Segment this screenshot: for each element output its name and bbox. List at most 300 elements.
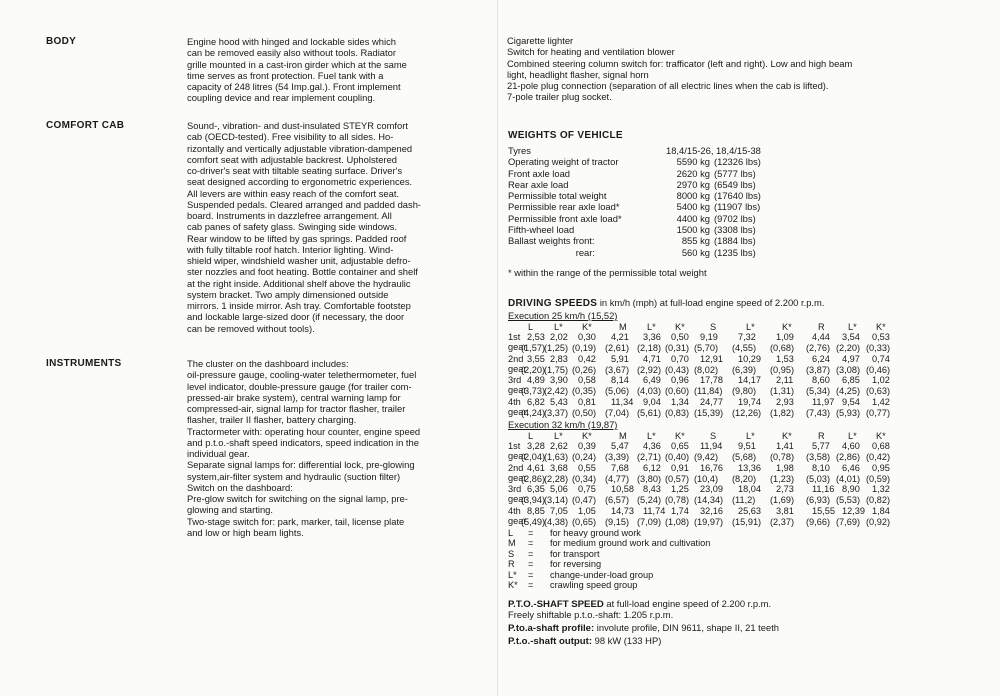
speed-column-header: K* — [782, 431, 792, 441]
speed-kmh-value: 14,73 — [611, 505, 634, 516]
speed-mph-value: (2,37) — [770, 516, 795, 527]
speed-mph-value: (6,93) — [806, 495, 831, 505]
speed-kmh-value: 0,55 — [578, 462, 596, 473]
speed-kmh-value: 1,98 — [776, 462, 794, 473]
weights-table — [508, 145, 761, 258]
legend-text: change-under-load group — [550, 569, 654, 580]
speed-kmh-value: 2,93 — [776, 396, 794, 407]
speed-kmh-value: 11,97 — [812, 396, 835, 407]
weights-kg: 2970 kg — [676, 178, 710, 190]
speed-mph-value: (0,68) — [770, 343, 795, 353]
speed-kmh-value: 16,76 — [700, 462, 723, 473]
speed-mph-value: (3,67) — [605, 364, 630, 375]
speed-kmh-value: 9,19 — [700, 332, 718, 342]
gear-label: 1st gear — [508, 441, 527, 461]
speed-mph-value: (3,39) — [605, 452, 630, 462]
speed-kmh-value: 1,42 — [872, 396, 890, 407]
speed-kmh-value: 6,35 — [527, 484, 545, 494]
speed-kmh-value: 4,89 — [527, 375, 545, 385]
weights-kg: 5590 kg — [676, 156, 710, 168]
speed-mph-value: (1,57) — [521, 343, 546, 353]
legend-key: K* — [508, 580, 518, 591]
speed-kmh-value: 4,97 — [842, 353, 860, 364]
legend-equals: = — [528, 538, 534, 549]
speed-kmh-value: 9,04 — [643, 396, 661, 407]
speed-mph-value: (3,14) — [544, 495, 569, 505]
pto-output-text: 98 kW (133 HP) — [592, 635, 662, 646]
speed-kmh-value: 1,25 — [671, 484, 689, 494]
speed-mph-value: (1,63) — [544, 452, 569, 462]
speed-kmh-value: 0,70 — [671, 353, 689, 364]
speed-mph-value: (0,63) — [866, 386, 891, 396]
section-label-body: BODY — [46, 36, 77, 47]
weights-kg: 4400 kg — [676, 212, 710, 224]
speed-mph-value: (0,34) — [572, 473, 597, 484]
speed-mph-value: (0,57) — [665, 473, 690, 484]
section-text-body: Engine hood with hinged and lockable sides which can be removed easily also without tools. Radiator grille mounted in a cast-iron girder which at the same time serves as front protection. Fuel tank with a capacity of 248 litres (54 Imp.gal.). Front implement coupling device and rear implement coupling. — [187, 36, 407, 104]
speed-kmh-value: 12,39 — [842, 505, 865, 516]
speed-mph-value: (0,78) — [665, 495, 690, 505]
weights-lbs: (6549 lbs) — [714, 178, 756, 190]
speed-kmh-value: 1,53 — [776, 353, 794, 364]
speed-mph-value: (0,43) — [665, 364, 690, 375]
speed-kmh-value: 9,54 — [842, 396, 860, 407]
speed-mph-value: (3,73) — [521, 386, 546, 396]
weights-kg: 1500 kg — [676, 224, 710, 236]
speed-kmh-value: 1,02 — [872, 375, 890, 385]
speed-kmh-value: 24,77 — [700, 396, 723, 407]
speed-mph-value: (2,18) — [637, 343, 662, 353]
speed-mph-value: (1,69) — [770, 495, 795, 505]
speed-kmh-value: 0,42 — [578, 353, 596, 364]
speed-column-header: K* — [675, 431, 685, 441]
weights-title: WEIGHTS OF VEHICLE — [508, 130, 623, 141]
speed-mph-value: (0,46) — [866, 364, 891, 375]
speed-mph-value: (4,77) — [605, 473, 630, 484]
speed-mph-value: (0,26) — [572, 364, 597, 375]
speed-mph-value: (19,97) — [694, 516, 724, 527]
speed-mph-value: (0,83) — [665, 407, 690, 418]
speed-mph-value: (0,50) — [572, 407, 597, 418]
speed-mph-value: (4,01) — [836, 473, 861, 484]
speed-column-header: L* — [746, 322, 755, 332]
speed-kmh-value: 12,91 — [700, 353, 723, 364]
speed-kmh-value: 15,55 — [812, 505, 835, 516]
speed-column-header: K* — [876, 322, 886, 332]
speed-kmh-value: 5,43 — [550, 396, 568, 407]
pto-output-line — [508, 635, 661, 647]
speed-mph-value: (5,24) — [637, 495, 662, 505]
speed-kmh-value: 3,54 — [842, 332, 860, 342]
gear-label: 2nd gear — [508, 462, 527, 483]
speed-mph-value: (2,86) — [836, 452, 861, 462]
speed-kmh-value: 9,51 — [738, 441, 756, 451]
legend-row — [508, 549, 710, 559]
legend-row — [508, 570, 710, 580]
speed-kmh-value: 6,12 — [643, 462, 661, 473]
tyres-value: 18,4/15-26, 18,4/15-38 — [666, 145, 761, 156]
speed-kmh-value: 4,71 — [643, 353, 661, 364]
pto-speed-text: at full-load engine speed of 2.200 r.p.m. — [603, 598, 772, 609]
speed-mph-value: (2,76) — [806, 343, 831, 353]
weights-row — [508, 235, 761, 246]
speed-mph-value: (14,34) — [694, 495, 724, 505]
speed-kmh-value: 8,43 — [643, 484, 661, 494]
speed-mph-value: (9,42) — [694, 452, 719, 462]
speed-kmh-value: 0,39 — [578, 441, 596, 451]
page-fold — [497, 0, 498, 696]
speed-mph-value: (2,71) — [637, 452, 662, 462]
speed-kmh-value: 4,60 — [842, 441, 860, 451]
speed-mph-value: (1,82) — [770, 407, 795, 418]
speed-mph-value: (4,24) — [521, 407, 546, 418]
speed-kmh-value: 0,75 — [578, 484, 596, 494]
legend-equals: = — [528, 559, 534, 570]
weights-label: Permissible front axle load* — [508, 212, 622, 224]
speed-kmh-value: 8,60 — [812, 375, 830, 385]
speed-kmh-value: 6,24 — [812, 353, 830, 364]
speed-kmh-value: 32,16 — [700, 505, 723, 516]
speed-column-header: L — [528, 322, 534, 332]
speed-mph-value: (2,20) — [836, 343, 861, 353]
speed-kmh-value: 7,68 — [611, 462, 629, 473]
speed-column-header: L* — [746, 431, 755, 441]
speed-kmh-value: 1,74 — [671, 505, 689, 516]
speed-mph-value: (2,61) — [605, 343, 630, 353]
speed-mph-value: (15,39) — [694, 407, 724, 418]
speed-kmh-value: 2,62 — [550, 441, 568, 451]
legend-key: S — [508, 548, 515, 559]
weights-label: Ballast weights front: — [508, 235, 595, 247]
pto-output-label: P.t.o.-shaft output: — [508, 636, 593, 647]
speed-mph-value: (4,38) — [544, 516, 569, 527]
speed-column-header: K* — [675, 322, 685, 332]
speed-kmh-value: 0,68 — [872, 441, 890, 451]
speed-mph-value: (3,94) — [521, 495, 546, 505]
legend-row — [508, 538, 710, 548]
speed-mph-value: (11,2) — [732, 495, 756, 505]
weights-row — [508, 201, 761, 212]
speed-kmh-value: 0,81 — [578, 396, 596, 407]
speed-column-header: L* — [554, 431, 563, 441]
weights-kg: 855 kg — [681, 235, 710, 247]
speed-mph-value: (3,80) — [637, 473, 662, 484]
weights-lbs: (3308 lbs) — [714, 224, 756, 236]
speed-kmh-value: 14,17 — [738, 375, 761, 385]
speed-mph-value: (10,4) — [694, 473, 719, 484]
speed-kmh-value: 3,90 — [550, 375, 568, 385]
pto-profile-line — [508, 622, 779, 634]
speed-mph-value: (1,31) — [770, 386, 795, 396]
speed-mph-value: (1,08) — [665, 516, 690, 527]
speed-mph-value: (4,55) — [732, 343, 757, 353]
speed-mph-value: (2,42) — [544, 386, 569, 396]
speed-mph-value: (7,04) — [605, 407, 630, 418]
speed-kmh-value: 8,85 — [527, 505, 545, 516]
speed-kmh-value: 18,04 — [738, 484, 761, 494]
weights-kg: 8000 kg — [676, 190, 710, 202]
speed-kmh-value: 3,68 — [550, 462, 568, 473]
execution-25-title: Execution 25 km/h (15,52) — [508, 310, 618, 321]
speed-column-header: K* — [582, 431, 592, 441]
weights-label: Permissible total weight — [508, 190, 607, 202]
speed-column-header: L* — [848, 322, 857, 332]
speed-kmh-value: 17,78 — [700, 375, 723, 385]
driving-speeds-heading: DRIVING SPEEDS — [508, 298, 598, 309]
speed-kmh-value: 8,14 — [611, 375, 629, 385]
speed-column-header: R — [818, 431, 825, 441]
speed-kmh-value: 3,28 — [527, 441, 545, 451]
legend-key: L* — [508, 569, 517, 580]
speed-mph-value: (2,28) — [544, 473, 569, 484]
speed-kmh-value: 11,94 — [700, 441, 723, 451]
speed-kmh-value: 0,30 — [578, 332, 596, 342]
speed-kmh-value: 5,77 — [812, 441, 830, 451]
speed-mph-value: (5,34) — [806, 386, 831, 396]
legend-text: for heavy ground work — [550, 528, 641, 538]
driving-speeds-subtitle: in km/h (mph) at full-load engine speed of 2.200 r.p.m. — [597, 297, 825, 308]
speed-column-header: L* — [647, 431, 656, 441]
speed-mph-value: (5,03) — [806, 473, 831, 484]
weights-row — [508, 190, 761, 201]
speed-mph-value: (0,19) — [572, 343, 597, 353]
speed-mph-value: (8,20) — [732, 473, 757, 484]
pto-speed-heading: P.T.O.-SHAFT SPEED — [508, 599, 604, 610]
speed-mph-value: (2,92) — [637, 364, 662, 375]
speed-kmh-value: 8,90 — [842, 484, 860, 494]
section-text-comfort-cab: Sound-, vibration- and dust-insulated STEYR comfort cab (OECD-tested). Free visibility to all sides. Ho- rizontally and vertically adjustable vibration-dampened comfort seat with adjustable backrest. Upholstered co-driver's seat with tiltable seating surface. Driver's seat designed according to ergonometric experiences. All levers are within easy reach of the comfort seat. Suspended pedals. Cleared arranged and padded dash- board. Instruments in dazzlefree arrangement. All cab panes of safety glass. Swinging side windows. Rear window to be lifted by gas springs. Padded roof with fully tiltable roof hatch. Interior lighting. Wind- shield wiper, windshield washer unit, adjustable defro- ster nozzles and foot heating. Bottle container and shelf at the right inside. Additional shelf above the hydraulic system bracket. Two amply dimensioned outside mirrors. 1 inside mirror. Ash tray. Comfortable footstep and lockable large-sized door (if necessary, the door can be removed without tools). — [187, 120, 422, 334]
speed-mph-value: (2,04) — [521, 452, 546, 462]
weights-kg: 2620 kg — [676, 167, 710, 179]
speed-kmh-value: 25,63 — [738, 505, 761, 516]
speed-mph-value: (5,68) — [732, 452, 757, 462]
electrical-equipment-text: Cigarette lighter Switch for heating and ventilation blower Combined steering column switch for: trafficator (left and right). Low and high beam light, headlight flasher, signal horn 21-pole plug connection (separation of all electric lines when the cab is lifted). 7-pole trailer plug socket. — [507, 35, 853, 103]
speed-column-header: M — [619, 322, 627, 332]
legend-key: R — [508, 559, 515, 570]
weights-lbs: (17640 lbs) — [714, 190, 761, 202]
weights-kg: 5400 kg — [676, 201, 710, 213]
speed-column-header: K* — [782, 322, 792, 332]
pto-profile-label: P.to.a-shaft profile: — [508, 623, 595, 634]
weights-label: Front axle load — [508, 167, 571, 179]
execution-32-title: Execution 32 km/h (19,87) — [508, 419, 618, 430]
speed-mph-value: (0,35) — [572, 386, 597, 396]
speed-kmh-value: 0,50 — [671, 332, 689, 342]
speed-mph-value: (6,57) — [605, 495, 630, 505]
speed-mph-value: (5,70) — [694, 343, 719, 353]
speed-kmh-value: 1,34 — [671, 396, 689, 407]
speed-mph-value: (3,37) — [544, 407, 569, 418]
speed-kmh-value: 0,74 — [872, 353, 890, 364]
speed-kmh-value: 6,46 — [842, 462, 860, 473]
legend-key: M — [508, 538, 516, 549]
speed-column-header: L* — [848, 431, 857, 441]
weights-lbs: (12326 lbs) — [714, 156, 761, 168]
speed-kmh-value: 11,74 — [643, 505, 666, 516]
speed-column-header: S — [710, 322, 717, 332]
speed-kmh-value: 1,05 — [578, 505, 596, 516]
speed-column-header: K* — [876, 431, 886, 441]
section-text-instruments: The cluster on the dashboard includes: oil-pressure gauge, cooling-water telethermometer, fuel level indicator, double-pressure gauge (for trailer com- pressed-air brake system), central warning lamp for compressed-air, signal lamp for tractor flasher, trailer flasher, trailer II flasher, battery charging. Tractormeter with: operating hour counter, engine speed and p.t.o.-shaft speed indicators, speed indication in the individual gear. Separate signal lamps for: differential lock, pre-glowing system,air-filter system and hydraulic (suction filter) Switch on the dashboard: Pre-glow switch for switching on the signal lamp, pre- glowing and starting. Two-stage switch for: park, marker, tail, license plate and low or high beam lights. — [187, 358, 421, 538]
speed-mph-value: (3,87) — [806, 364, 831, 375]
speed-kmh-value: 11,16 — [812, 484, 835, 494]
speed-kmh-value: 2,11 — [776, 375, 794, 385]
speed-mph-value: (0,82) — [866, 495, 891, 505]
speed-mph-value: (0,92) — [866, 516, 891, 527]
speed-kmh-value: 1,41 — [776, 441, 794, 451]
speed-mph-value: (5,93) — [836, 407, 861, 418]
speed-mph-value: (0,42) — [866, 452, 891, 462]
speed-mph-value: (0,78) — [770, 452, 795, 462]
legend-row — [508, 528, 710, 538]
weights-row — [508, 145, 761, 156]
speed-kmh-value: 7,05 — [550, 505, 568, 516]
speed-kmh-value: 0,91 — [671, 462, 689, 473]
speed-mph-value: (11,84) — [694, 386, 723, 396]
speed-kmh-value: 3,81 — [776, 505, 794, 516]
speed-mph-value: (0,60) — [665, 386, 690, 396]
speed-kmh-value: 3,36 — [643, 332, 661, 342]
speed-mph-value: (2,86) — [521, 473, 546, 484]
speed-mph-value: (7,43) — [806, 407, 831, 418]
speed-mph-value: (0,40) — [665, 452, 690, 462]
speed-mph-value: (2,20) — [521, 364, 546, 375]
speed-kmh-value: 0,53 — [872, 332, 890, 342]
speed-kmh-value: 6,49 — [643, 375, 661, 385]
speed-kmh-value: 1,09 — [776, 332, 794, 342]
gear-label: 3rd gear — [508, 375, 527, 395]
speed-mph-value: (3,08) — [836, 364, 861, 375]
speed-kmh-value: 5,47 — [611, 441, 629, 451]
speed-kmh-value: 2,83 — [550, 353, 568, 364]
legend-text: for reversing — [550, 559, 602, 570]
speed-kmh-value: 2,53 — [527, 332, 545, 342]
gear-label: 3rd gear — [508, 484, 527, 504]
speed-mph-value: (0,59) — [866, 473, 891, 484]
weights-row — [508, 213, 761, 224]
speed-kmh-value: 6,85 — [842, 375, 860, 385]
legend-equals: = — [528, 528, 534, 538]
speed-mph-value: (15,91) — [732, 516, 762, 527]
speed-mph-value: (0,95) — [770, 364, 795, 375]
weights-row — [508, 156, 761, 167]
gear-label: 4th gear — [508, 396, 527, 417]
speed-mph-value: (9,66) — [806, 516, 831, 527]
weights-note: * within the range of the permissible total weight — [508, 267, 707, 278]
speed-mph-value: (3,58) — [806, 452, 831, 462]
section-label-comfort-cab: COMFORT CAB — [46, 120, 125, 131]
speed-mph-value: (4,03) — [637, 386, 662, 396]
section-label-instruments: INSTRUMENTS — [46, 358, 122, 369]
speed-mph-value: (5,53) — [836, 495, 861, 505]
weights-lbs: (1235 lbs) — [714, 246, 756, 258]
legend-equals: = — [528, 580, 534, 591]
speed-mph-value: (8,02) — [694, 364, 719, 375]
speed-kmh-value: 10,58 — [611, 484, 634, 494]
speed-mph-value: (5,61) — [637, 407, 662, 418]
weights-label: Tyres — [508, 145, 531, 156]
speed-mph-value: (12,26) — [732, 407, 762, 418]
speed-mph-value: (0,65) — [572, 516, 597, 527]
speed-mph-value: (7,69) — [836, 516, 861, 527]
weights-lbs: (9702 lbs) — [714, 212, 756, 224]
speed-mph-value: (9,80) — [732, 386, 757, 396]
speed-kmh-value: 4,44 — [812, 332, 830, 342]
speed-kmh-value: 8,10 — [812, 462, 830, 473]
speed-column-header: L — [528, 431, 534, 441]
legend-text: crawling speed group — [550, 580, 638, 591]
weights-row — [508, 247, 761, 258]
legend-key: L — [508, 528, 514, 538]
weights-lbs: (1884 lbs) — [714, 235, 756, 247]
speed-kmh-value: 0,96 — [671, 375, 689, 385]
speed-kmh-value: 0,58 — [578, 375, 596, 385]
legend-text: for transport — [550, 548, 600, 559]
speed-mph-value: (0,33) — [866, 343, 891, 353]
speed-kmh-value: 2,02 — [550, 332, 568, 342]
weights-lbs: (5777 lbs) — [714, 167, 756, 179]
weights-label: Permissible rear axle load* — [508, 201, 620, 213]
weights-row — [508, 179, 761, 190]
legend-text: for medium ground work and cultivation — [550, 538, 711, 549]
speed-kmh-value: 1,84 — [872, 505, 890, 516]
legend-row — [508, 580, 710, 590]
speed-mph-value: (9,15) — [605, 516, 630, 527]
speed-kmh-value: 2,73 — [776, 484, 794, 494]
speed-mph-value: (7,09) — [637, 516, 662, 527]
speed-mph-value: (0,77) — [866, 407, 891, 418]
speed-column-header: L* — [647, 322, 656, 332]
speed-group-legend — [508, 528, 710, 590]
speed-kmh-value: 3,55 — [527, 353, 545, 364]
speed-kmh-value: 10,29 — [738, 353, 761, 364]
weights-kg: 560 kg — [681, 246, 710, 258]
legend-row — [508, 559, 710, 569]
speed-mph-value: (5,49) — [521, 516, 546, 527]
legend-equals: = — [528, 569, 534, 580]
gear-label: 4th gear — [508, 505, 527, 526]
speed-mph-value: (0,24) — [572, 452, 597, 462]
speed-mph-value: (1,25) — [544, 343, 569, 353]
pto-freely-shiftable: Freely shiftable p.t.o.-shaft: 1.205 r.p.m. — [508, 609, 674, 620]
gear-label: 2nd gear — [508, 353, 527, 374]
speed-kmh-value: 11,34 — [611, 396, 634, 407]
speed-mph-value: (6,39) — [732, 364, 757, 375]
speed-kmh-value: 4,36 — [643, 441, 661, 451]
speed-mph-value: (1,75) — [544, 364, 569, 375]
weights-lbs: (11907 lbs) — [714, 201, 761, 213]
weights-label: Rear axle load — [508, 178, 569, 190]
pto-profile-text: involute profile, DIN 9611, shape II, 21 teeth — [594, 622, 780, 633]
speed-mph-value: (0,47) — [572, 495, 597, 505]
speed-column-header: M — [619, 431, 627, 441]
speed-kmh-value: 0,65 — [671, 441, 689, 451]
speed-column-header: R — [818, 322, 825, 332]
speed-column-header: S — [710, 431, 717, 441]
driving-speeds-title — [508, 297, 824, 309]
speed-kmh-value: 13,36 — [738, 462, 761, 473]
speed-mph-value: (5,06) — [605, 386, 630, 396]
speed-kmh-value: 5,91 — [611, 353, 629, 364]
speed-kmh-value: 5,06 — [550, 484, 568, 494]
weights-row — [508, 168, 761, 179]
speed-kmh-value: 23,09 — [700, 484, 723, 494]
speed-kmh-value: 1,32 — [872, 484, 890, 494]
speed-column-header: L* — [554, 322, 563, 332]
speed-kmh-value: 6,82 — [527, 396, 545, 407]
weights-label: rear: — [508, 246, 595, 258]
speed-mph-value: (1,23) — [770, 473, 795, 484]
